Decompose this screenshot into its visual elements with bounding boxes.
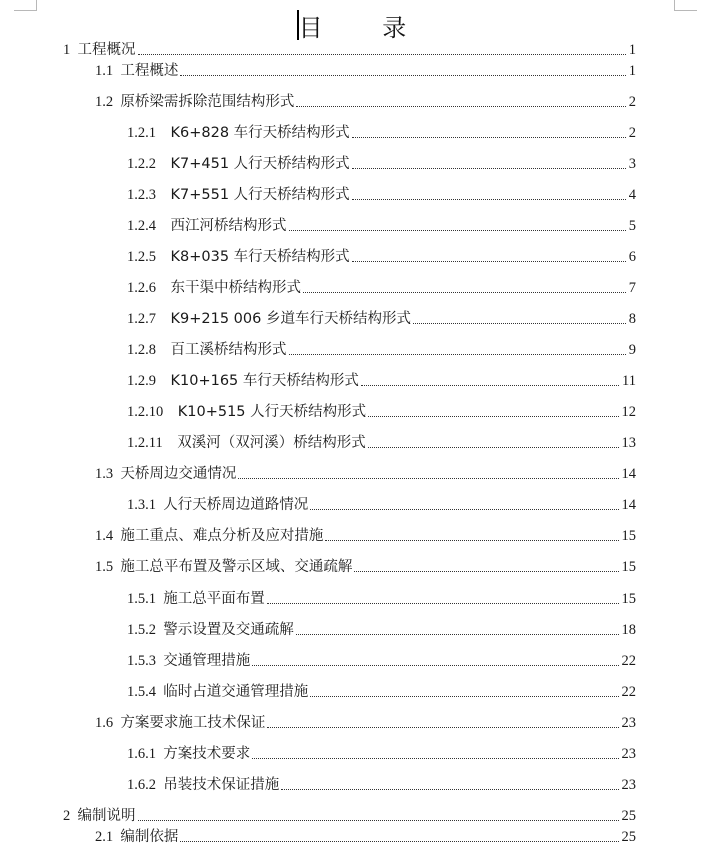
toc-entry-number: 2.1 xyxy=(95,829,121,845)
toc-entry-page-number: 15 xyxy=(621,559,636,575)
toc-entry-title: K10+515 人行天桥结构形式 xyxy=(177,404,367,420)
toc-entry[interactable] xyxy=(95,526,636,546)
toc-entry-number: 1.2.4 xyxy=(127,218,171,234)
toc-entry-number: 1.5.4 xyxy=(127,684,164,700)
toc-dot-leader xyxy=(368,416,618,417)
toc-entry[interactable] xyxy=(95,557,636,577)
toc-entry[interactable] xyxy=(127,154,636,174)
toc-entry[interactable] xyxy=(127,309,636,329)
toc-entry[interactable] xyxy=(127,651,636,671)
toc-entry-page-number: 11 xyxy=(622,373,636,389)
toc-entry[interactable] xyxy=(95,713,636,733)
toc-dot-leader xyxy=(361,385,619,386)
toc-entry-title: 编制依据 xyxy=(120,829,179,845)
toc-entry-number: 1.3.1 xyxy=(127,497,164,513)
toc-entry-number: 1.3 xyxy=(95,466,121,482)
toc-dot-leader xyxy=(352,261,626,262)
toc-entry[interactable] xyxy=(127,744,636,764)
toc-entry-title: 警示设置及交通疏解 xyxy=(163,622,294,638)
toc-entry[interactable] xyxy=(127,682,636,702)
toc-entry-number: 1.5.3 xyxy=(127,653,164,669)
toc-dot-leader xyxy=(267,727,618,728)
toc-entry-page-number: 2 xyxy=(628,125,636,141)
toc-dot-leader xyxy=(138,54,626,55)
toc-dot-leader xyxy=(289,354,626,355)
toc-entry-number: 1.5 xyxy=(95,559,121,575)
toc-entry-number: 1.2.2 xyxy=(127,156,171,172)
toc-entry-page-number: 23 xyxy=(621,746,636,762)
toc-entry-title: 天桥周边交通情况 xyxy=(120,466,237,482)
toc-entry-number: 1.5.1 xyxy=(127,591,164,607)
toc-dot-leader xyxy=(180,841,618,842)
toc-dot-leader xyxy=(252,758,618,759)
toc-entry-number: 1.1 xyxy=(95,63,121,79)
toc-entry-title: 工程概况 xyxy=(77,42,136,58)
toc-entry-page-number: 23 xyxy=(621,715,636,731)
toc-entry-page-number: 25 xyxy=(621,808,636,824)
toc-entry-page-number: 5 xyxy=(628,218,636,234)
toc-entry-number: 1.2.9 xyxy=(127,373,171,389)
toc-entry-title: 编制说明 xyxy=(77,808,136,824)
toc-entry[interactable] xyxy=(95,92,636,112)
toc-entry-number: 1.5.2 xyxy=(127,622,164,638)
toc-dot-leader xyxy=(296,106,625,107)
toc-entry-number: 1.4 xyxy=(95,528,121,544)
toc-entry-page-number: 23 xyxy=(621,777,636,793)
toc-entry[interactable] xyxy=(127,216,636,236)
toc-entry-title: K6+828 车行天桥结构形式 xyxy=(170,125,350,141)
toc-entry-number: 1.2.8 xyxy=(127,342,171,358)
toc-dot-leader xyxy=(138,820,619,821)
toc-entry-page-number: 9 xyxy=(628,342,636,358)
toc-entry[interactable] xyxy=(127,247,636,267)
toc-dot-leader xyxy=(238,478,618,479)
toc-entry-page-number: 22 xyxy=(621,684,636,700)
toc-dot-leader xyxy=(354,571,618,572)
toc-entry-number: 2 xyxy=(63,808,78,824)
toc-entry-page-number: 3 xyxy=(628,156,636,172)
toc-entry-number: 1.2 xyxy=(95,94,121,110)
toc-entry-title: 西江河桥结构形式 xyxy=(170,218,287,234)
toc-entry-number: 1.6.1 xyxy=(127,746,164,762)
toc-entry-page-number: 18 xyxy=(621,622,636,638)
toc-dot-leader xyxy=(352,168,626,169)
toc-entry[interactable] xyxy=(127,278,636,298)
toc-entry-title: 施工总平面布置 xyxy=(163,591,265,607)
toc-entry[interactable] xyxy=(127,620,636,640)
toc-entry-number: 1.2.5 xyxy=(127,249,171,265)
toc-entry-page-number: 14 xyxy=(621,466,636,482)
toc-entry-page-number: 25 xyxy=(621,829,636,845)
toc-entry-title: 交通管理措施 xyxy=(163,653,251,669)
toc-dot-leader xyxy=(325,540,618,541)
toc-entry-page-number: 7 xyxy=(628,280,636,296)
toc-entry[interactable] xyxy=(95,61,636,81)
toc-entry-page-number: 1 xyxy=(628,42,636,58)
toc-entry[interactable] xyxy=(127,495,636,515)
toc-entry[interactable] xyxy=(127,123,636,143)
toc-entry-title: 方案要求施工技术保证 xyxy=(120,715,266,731)
toc-dot-leader xyxy=(252,665,618,666)
toc-dot-leader xyxy=(180,75,625,76)
toc-dot-leader xyxy=(352,199,626,200)
toc-entry-number: 1.6 xyxy=(95,715,121,731)
toc-entry-page-number: 6 xyxy=(628,249,636,265)
toc-entry-number: 1.6.2 xyxy=(127,777,164,793)
toc-dot-leader xyxy=(413,323,626,324)
toc-entry[interactable] xyxy=(127,371,636,391)
toc-dot-leader xyxy=(281,789,618,790)
toc-entry-title: 双溪河（双河溪）桥结构形式 xyxy=(177,435,366,451)
toc-entry-number: 1.2.11 xyxy=(127,435,178,451)
toc-title: 目 录 xyxy=(298,14,433,42)
toc-entry[interactable] xyxy=(63,40,636,60)
toc-dot-leader xyxy=(310,509,618,510)
toc-entry-title: 临时占道交通管理措施 xyxy=(163,684,309,700)
toc-entry-title: K9+215 006 乡道车行天桥结构形式 xyxy=(170,311,411,327)
toc-entry-title: 人行天桥周边道路情况 xyxy=(163,497,309,513)
toc-entry-page-number: 8 xyxy=(628,311,636,327)
toc-entry-page-number: 13 xyxy=(621,435,636,451)
toc-entry-page-number: 15 xyxy=(621,591,636,607)
toc-dot-leader xyxy=(310,696,618,697)
toc-entry-title: K7+551 人行天桥结构形式 xyxy=(170,187,350,203)
toc-dot-leader xyxy=(296,634,619,635)
toc-dot-leader xyxy=(289,230,626,231)
toc-entry-title: K10+165 车行天桥结构形式 xyxy=(170,373,359,389)
toc-entry[interactable] xyxy=(127,340,636,360)
toc-entry-page-number: 22 xyxy=(621,653,636,669)
toc-dot-leader xyxy=(352,137,626,138)
toc-entry-number: 1.2.1 xyxy=(127,125,171,141)
toc-dot-leader xyxy=(267,603,619,604)
toc-entry-page-number: 15 xyxy=(621,528,636,544)
toc-entry-title: 施工总平布置及警示区域、交通疏解 xyxy=(120,559,353,575)
toc-entry-number: 1.2.10 xyxy=(127,404,178,420)
toc-entry-number: 1.2.3 xyxy=(127,187,171,203)
toc-entry-number: 1 xyxy=(63,42,78,58)
toc-entry[interactable] xyxy=(127,402,636,422)
toc-entry-page-number: 1 xyxy=(628,63,636,79)
toc-entry[interactable] xyxy=(63,806,636,826)
toc-entry[interactable] xyxy=(127,433,636,453)
toc-entry-title: K8+035 车行天桥结构形式 xyxy=(170,249,350,265)
toc-dot-leader xyxy=(368,447,619,448)
toc-entry-page-number: 4 xyxy=(628,187,636,203)
toc-entry[interactable] xyxy=(127,775,636,795)
toc-entry-number: 1.2.7 xyxy=(127,311,171,327)
toc-entry-title: K7+451 人行天桥结构形式 xyxy=(170,156,350,172)
toc-entry-title: 施工重点、难点分析及应对措施 xyxy=(120,528,324,544)
toc-entry-title: 东干渠中桥结构形式 xyxy=(170,280,301,296)
toc-entry-title: 原桥梁需拆除范围结构形式 xyxy=(120,94,295,110)
toc-entry[interactable] xyxy=(95,464,636,484)
toc-dot-leader xyxy=(303,292,626,293)
toc-entry-page-number: 2 xyxy=(628,94,636,110)
toc-entry-title: 吊装技术保证措施 xyxy=(163,777,280,793)
toc-entry-page-number: 12 xyxy=(621,404,636,420)
toc-entry-title: 百工溪桥结构形式 xyxy=(170,342,287,358)
toc-entry[interactable] xyxy=(127,185,636,205)
toc-entry[interactable] xyxy=(95,827,636,847)
toc-entry-page-number: 14 xyxy=(621,497,636,513)
toc-entry[interactable] xyxy=(127,589,636,609)
toc-entry-title: 工程概述 xyxy=(120,63,179,79)
toc-entry-title: 方案技术要求 xyxy=(163,746,251,762)
toc-entry-number: 1.2.6 xyxy=(127,280,171,296)
